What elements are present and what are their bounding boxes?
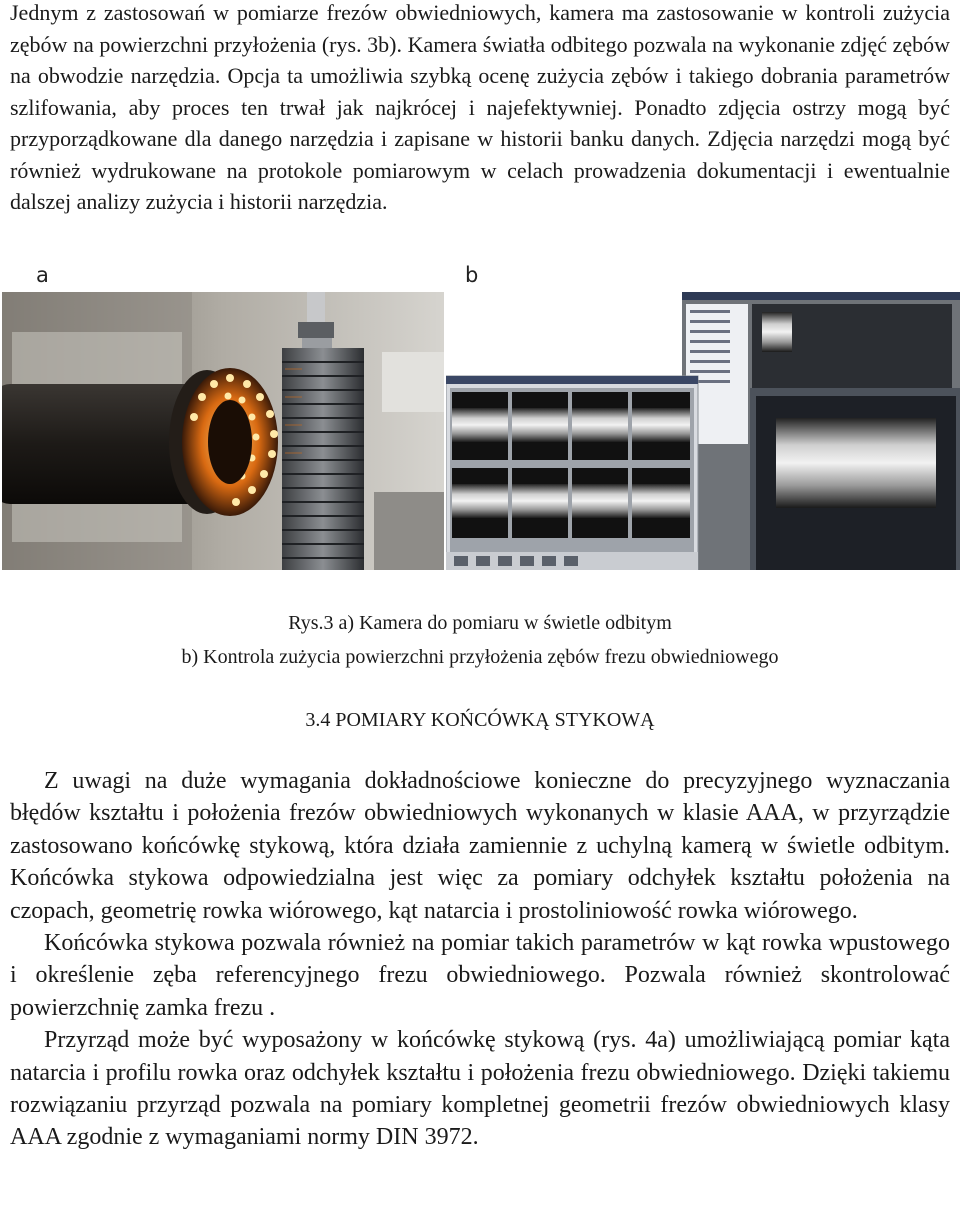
- figure-label-b: b: [465, 263, 479, 287]
- section-body: [10, 765, 950, 1154]
- paragraph-1: Z uwagi na duże wymagania dokładnościowe konieczne do precyzyjnego wyznaczania błędów kształtu i położenia frezów obwiedniowych wykonanych w klasie AAA, w przyrządzie zastosowano końcówkę stykową, która działa zamiennie z uchylną kamerą w świetle odbitym. Końcówka stykowa odpowiedzialna jest więc za pomiary odchyłek kształtu położenia na czopach, geometrię rowka wiórowego, kąt natarcia i prostoliniowość rowka wiórowego.: [10, 768, 950, 924]
- figure-label-a: a: [36, 263, 49, 287]
- figure-caption-line-2: b) Kontrola zużycia powierzchni przyłożenia zębów frezu obwiedniowego: [181, 646, 779, 668]
- figure-b-software-screenshot: [446, 292, 960, 570]
- figure-a-camera-photo: [2, 292, 444, 570]
- figure-caption-line-1: Rys.3 a) Kamera do pomiaru w świetle odbitym: [288, 612, 672, 634]
- paragraph-2: Końcówka stykowa pozwala również na pomiar takich parametrów w kąt rowka wpustowego i określenie zęba referencyjnego frezu obwiedniowego. Pozwala również skontrolować powierzchnię zamka frezu .: [10, 930, 950, 1021]
- paragraph-3: Przyrząd może być wyposażony w końcówkę stykową (rys. 4a) umożliwiającą pomiar kąta natarcia i profilu rowka oraz odchyłek kształtu i położenia frezu obwiedniowego. Dzięki takiemu rozwiązaniu przyrząd pozwala na pomiary kompletnej geometrii frezów obwiedniowych klasy AAA zgodnie z wymaganiami normy DIN 3972.: [10, 1027, 950, 1151]
- section-heading: 3.4 POMIARY KOŃCÓWKĄ STYKOWĄ: [305, 709, 655, 731]
- intro-paragraph: Jednym z zastosowań w pomiarze frezów obwiedniowych, kamera ma zastosowanie w kontroli zużycia zębów na powierzchni przyłożenia (rys. 3b). Kamera światła odbitego pozwala na wykonanie zdjęć zębów na obwodzie narzędzia. Opcja ta umożliwia szybką ocenę zużycia zębów i takiego dobrania parametrów szlifowania, aby proces ten trwał jak najkrócej i najefektywniej. Ponadto zdjęcia ostrzy mogą być przyporządkowane dla danego narzędzia i zapisane w historii banku danych. Zdjęcia narzędzi mogą być również wydrukowane na protokole pomiarowym w celach prowadzenia dokumentacji i ewentualnie dalszej analizy zużycia i historii narzędzia.: [10, 0, 950, 214]
